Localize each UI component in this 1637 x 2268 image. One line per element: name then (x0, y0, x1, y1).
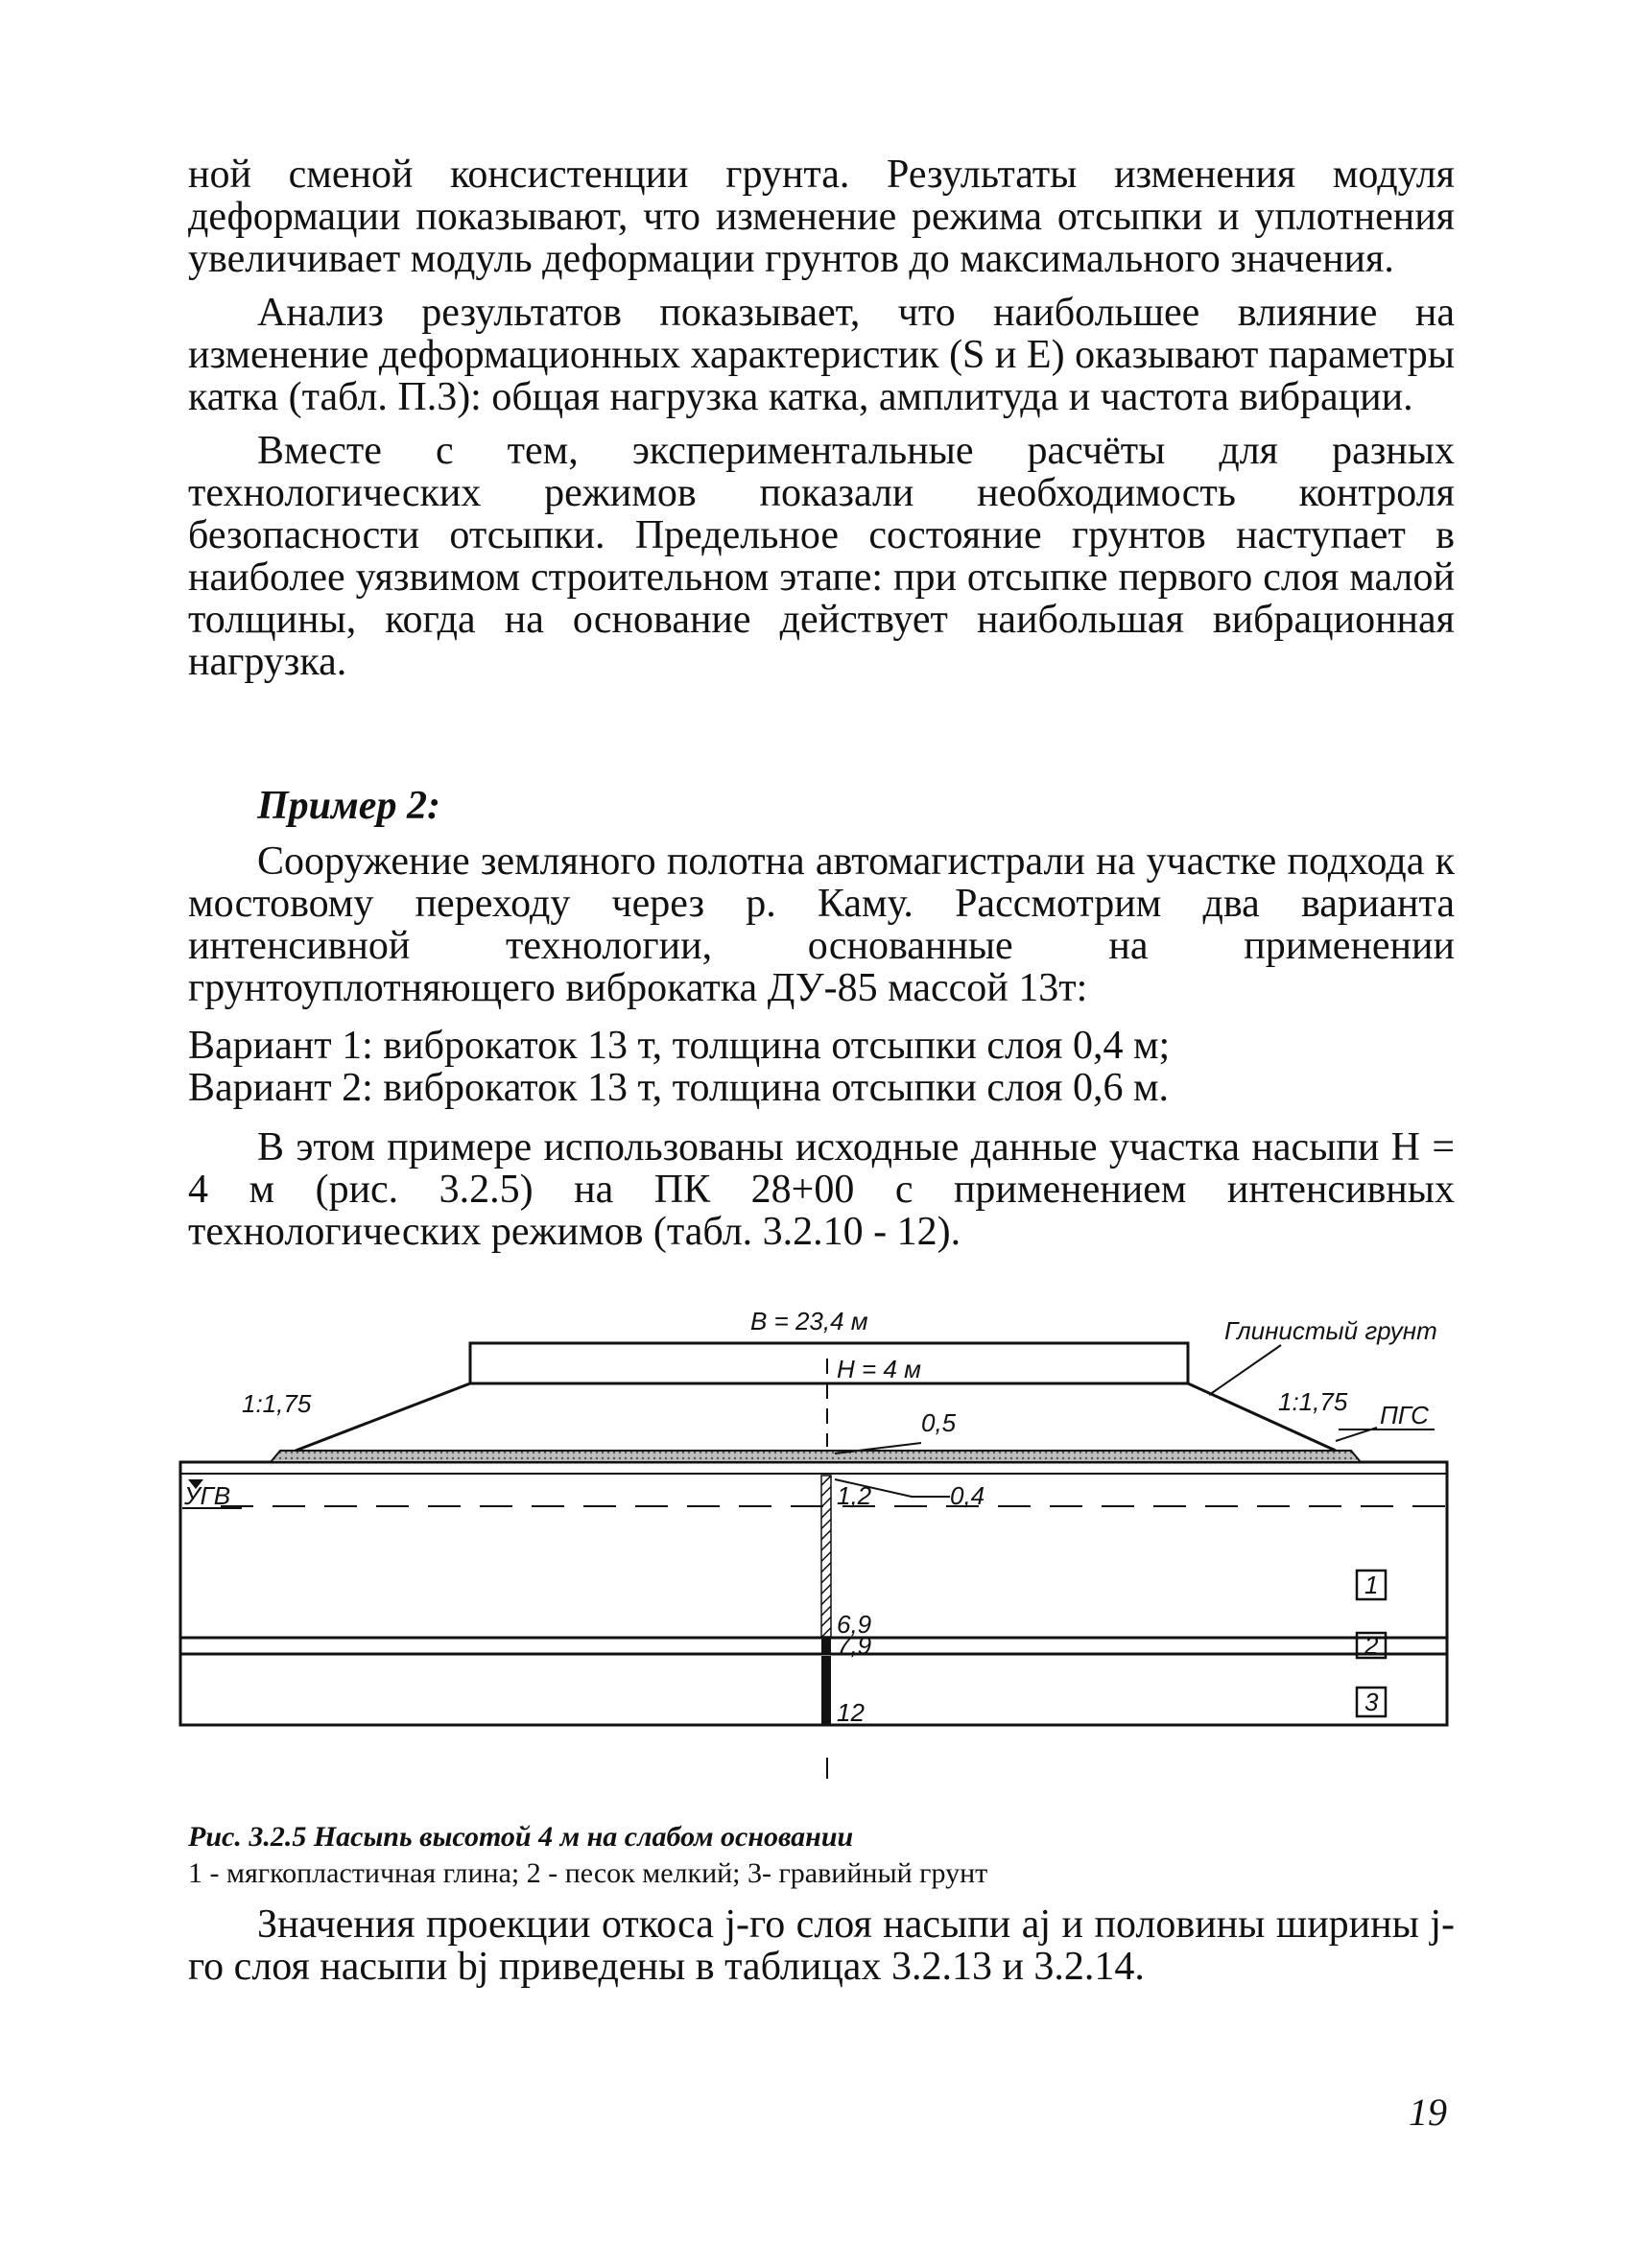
clay-fill-label: Глинистый грунт (1224, 1316, 1437, 1345)
body-text-example (188, 840, 1455, 1253)
ground-block (180, 1462, 1447, 1725)
depth-12-label: 1,2 (837, 1481, 872, 1510)
body-text-bottom (188, 1903, 1455, 1988)
layer-1-number: 1 (1364, 1571, 1379, 1599)
height-label: H = 4 м (837, 1355, 921, 1383)
layer-2-number: 2 (1364, 1631, 1379, 1660)
borehole-gravel (821, 1656, 831, 1725)
embankment-outline (296, 1383, 1336, 1451)
slope-left-label: 1:1,75 (242, 1389, 312, 1418)
caption-title: Рис. 3.2.5 Насыпь высотой 4 м на слабом основании (188, 1821, 854, 1853)
depth-04-label: 0,4 (950, 1481, 985, 1510)
paragraph-3: Вместе с тем, экспериментальные расчёты для разных технологических режимов показали необходимость контроля безопасности отсыпки. Предельное состояние грунтов наступает в наиболее уязвимом строительном этапе: при отсыпке первого слоя малой толщины, когда на основание действует наибольшая вибрационная нагрузка. (188, 429, 1455, 684)
embankment-diagram (163, 1307, 1468, 1806)
width-label: B = 23,4 м (750, 1307, 868, 1335)
page-number: 19 (1409, 2091, 1447, 2134)
variant-2: Вариант 2: виброкаток 13 т, толщина отсыпки слоя 0,6 м. (188, 1066, 1170, 1110)
leader-clay (1209, 1345, 1281, 1395)
variant-1: Вариант 1: виброкаток 13 т, толщина отсыпки слоя 0,4 м; (188, 1024, 1171, 1068)
slope-right-label: 1:1,75 (1278, 1387, 1348, 1416)
sand-gravel-layer (271, 1451, 1361, 1462)
depth-69-label: 6,9 (837, 1610, 872, 1639)
example-heading: Пример 2: (257, 784, 440, 828)
paragraph-example: Сооружение земляного полотна автомагистрали на участке подхода к мостовому переходу через р. Каму. Рассмотрим два варианта интенсивной технологии, основанные на применении грунтоуплотняющего виброкатка ДУ-85 массой 13т: (188, 839, 1455, 1010)
groundwater-label: УГВ (184, 1481, 231, 1510)
paragraph-2: Анализ результатов показывает, что наибольшее влияние на изменение деформационных характеристик (S и E) оказывают параметры катка (табл. П.3): общая нагрузка катка, амплитуда и частота вибрации. (188, 291, 1455, 419)
sand-gravel-label: ПГС (1380, 1401, 1429, 1429)
borehole-sand (821, 1639, 831, 1653)
depth-12m-label: 12 (837, 1698, 865, 1727)
paragraph-1: ной сменой консистенции грунта. Результаты изменения модуля деформации показывают, что изменение режима отсыпки и уплотнения увеличивает модуль деформации грунтов до максимального значения. (188, 153, 1455, 281)
body-text-top (188, 154, 1455, 683)
layer-3-number: 3 (1364, 1688, 1379, 1716)
caption-legend: 1 - мягкопластичная глина; 2 - песок мелкий; 3- гравийный грунт (188, 1857, 988, 1889)
embankment-figure (163, 1307, 1468, 1806)
paragraph-bottom: Значения проекции откоса j-го слоя насыпи aj и половины ширины j-го слоя насыпи bj приведены в таблицах 3.2.13 и 3.2.14. (188, 1902, 1455, 1989)
depth-05-label: 0,5 (921, 1408, 957, 1437)
borehole-clay (821, 1476, 831, 1637)
paragraph-after: В этом примере использованы исходные данные участка насыпи H = 4 м (рис. 3.2.5) на ПК 28+00 с применением интенсивных технологических режимов (табл. 3.2.10 - 12). (188, 1125, 1455, 1254)
road-top (470, 1343, 1188, 1383)
depth-79-label: 7,9 (837, 1631, 872, 1660)
figure-caption (188, 1821, 1455, 1890)
